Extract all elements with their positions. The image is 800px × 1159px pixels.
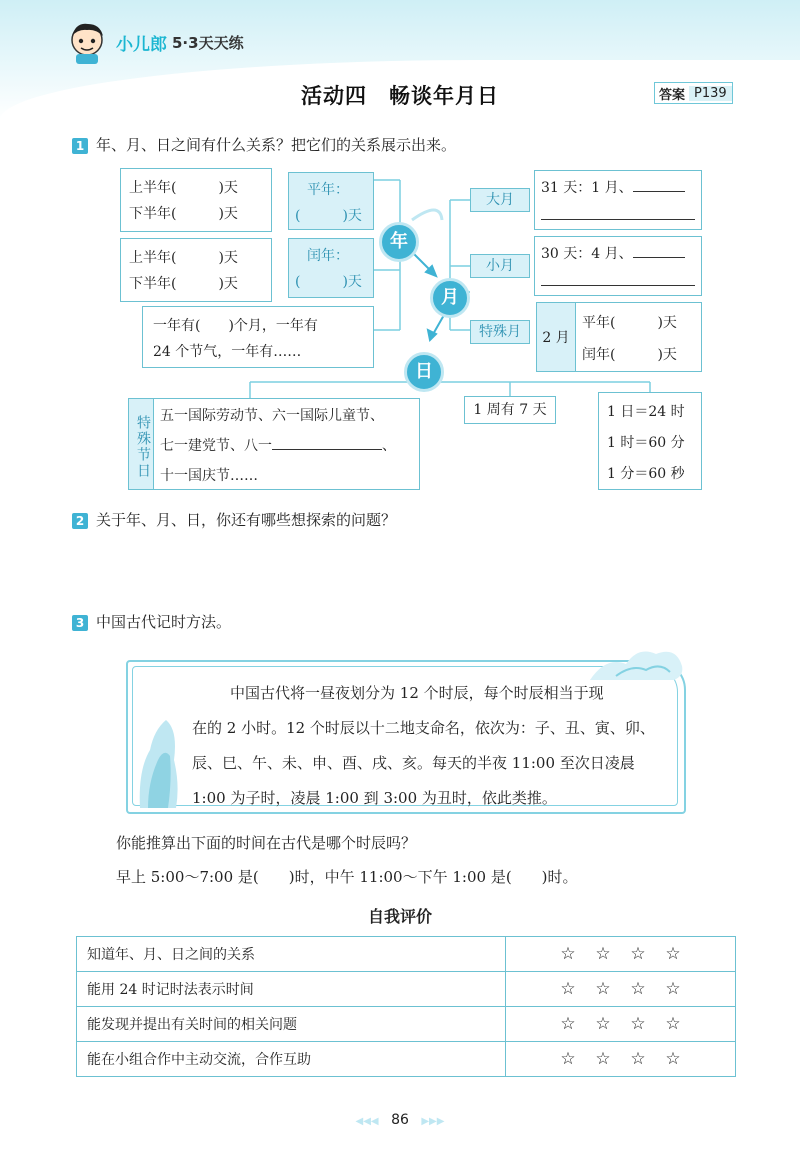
eval-item: 能用 24 时记时法表示时间 (77, 972, 506, 1007)
page-title: 活动四 畅谈年月日 (301, 84, 499, 108)
special-month-box (536, 302, 702, 372)
answer-page: P139 (689, 86, 732, 101)
festival-line-2: 七一建党节、八一 (160, 438, 272, 454)
question-3-text: 中国古代记时方法。 (96, 613, 232, 631)
question-number: 3 (72, 615, 88, 631)
leap-year-box (288, 238, 374, 298)
question-1-text: 年、月、日之间有什么关系？把它们的关系展示出来。 (96, 136, 457, 154)
footer-arrows-right: ▶▶▶ (421, 1116, 445, 1127)
star-rating-icon[interactable]: ☆ (630, 1014, 646, 1034)
star-rating-icon[interactable]: ☆ (595, 1049, 611, 1069)
q3-fill-in[interactable]: 早上 5:00～7:00 是( )时，中午 11:00～下午 1:00 是( )时。 (116, 868, 578, 886)
self-eval-title: 自我评价 (367, 907, 432, 926)
day-circle: 日 (404, 352, 444, 392)
passage-line-4: 1:00 为子时，凌晨 1:00 到 3:00 为丑时，依此类推。 (192, 789, 557, 807)
big-month-label: 大月 (470, 188, 530, 212)
big-month-blank[interactable] (541, 199, 695, 220)
question-number: 2 (72, 513, 88, 529)
q3-question: 你能推算出下面的时间在古代是哪个时辰吗？ (116, 834, 417, 852)
star-rating-icon[interactable]: ☆ (665, 979, 681, 999)
half-year-box-2 (120, 238, 272, 302)
page-number: 86 (391, 1112, 409, 1128)
eval-row (77, 1007, 736, 1042)
first-half-year-1: 上半年( )天 (129, 180, 238, 196)
eval-stars (506, 972, 736, 1007)
common-year-label: 平年： (307, 182, 349, 198)
question-2-text: 关于年、月、日，你还有哪些想探索的问题？ (96, 511, 397, 529)
half-year-box-1 (120, 168, 272, 232)
footer (0, 1112, 800, 1128)
star-rating-icon[interactable]: ☆ (595, 944, 611, 964)
star-rating-icon[interactable]: ☆ (560, 944, 576, 964)
eval-stars (506, 1007, 736, 1042)
year-facts-box (142, 306, 374, 368)
small-month-box (534, 236, 702, 296)
eval-stars (506, 937, 736, 972)
hour-minutes: 1 时＝60 分 (607, 435, 685, 451)
big-month-text: 31 天：1 月、 (541, 180, 633, 196)
february-leap-year: 闰年( )天 (582, 347, 677, 363)
day-hours: 1 日＝24 时 (607, 404, 685, 420)
passage-text (192, 676, 670, 816)
festival-line-1: 五一国际劳动节、六一国际儿童节、 (160, 408, 384, 424)
brand-name: 小儿郎 (116, 35, 167, 55)
february-common-year: 平年( )天 (582, 315, 677, 331)
answer-label: 答案 (655, 84, 689, 103)
brand-subtitle: 5·3天天练 (172, 34, 244, 52)
small-month-label: 小月 (470, 254, 530, 278)
big-month-box (534, 170, 702, 230)
star-rating-icon[interactable]: ☆ (595, 979, 611, 999)
festival-label: 特殊节日 (129, 399, 154, 489)
mascot-icon (66, 20, 108, 64)
star-rating-icon[interactable]: ☆ (560, 979, 576, 999)
february-label: 2 月 (537, 303, 576, 371)
star-rating-icon[interactable]: ☆ (665, 1049, 681, 1069)
year-facts-line-2: 24 个节气，一年有…… (153, 344, 302, 360)
star-rating-icon[interactable]: ☆ (595, 1014, 611, 1034)
small-month-text: 30 天：4 月、 (541, 246, 633, 262)
footer-arrows-left: ◀◀◀ (355, 1116, 379, 1127)
small-month-blank[interactable] (541, 265, 695, 286)
self-eval-table (76, 936, 736, 1077)
ink-mountain-illustration (130, 690, 190, 808)
question-number: 1 (72, 138, 88, 154)
star-rating-icon[interactable]: ☆ (630, 979, 646, 999)
second-half-year-2: 下半年( )天 (129, 276, 238, 292)
eval-item: 知道年、月、日之间的关系 (77, 937, 506, 972)
second-half-year-1: 下半年( )天 (129, 206, 238, 222)
passage-line-3: 辰、巳、午、未、申、酉、戌、亥。每天的半夜 11:00 至次日凌晨 (192, 754, 635, 772)
year-circle: 年 (379, 222, 419, 262)
star-rating-icon[interactable]: ☆ (665, 944, 681, 964)
leap-year-label: 闰年： (307, 248, 349, 264)
star-rating-icon[interactable]: ☆ (630, 944, 646, 964)
passage-line-2: 在的 2 小时。12 个时辰以十二地支命名，依次为：子、丑、寅、卯、 (192, 719, 655, 737)
common-year-box (288, 172, 374, 230)
leap-year-days: ( )天 (295, 274, 362, 290)
festival-line-2-end: 、 (382, 438, 396, 454)
eval-row (77, 937, 736, 972)
star-rating-icon[interactable]: ☆ (630, 1049, 646, 1069)
eval-row (77, 972, 736, 1007)
star-rating-icon[interactable]: ☆ (665, 1014, 681, 1034)
month-circle: 月 (430, 278, 470, 318)
eval-row (77, 1042, 736, 1077)
passage-line-1: 中国古代将一昼夜划分为 12 个时辰，每个时辰相当于现 (230, 684, 604, 702)
first-half-year-2: 上半年( )天 (129, 250, 238, 266)
answer-badge (654, 82, 733, 104)
eval-item: 能在小组合作中主动交流，合作互助 (77, 1042, 506, 1077)
star-rating-icon[interactable]: ☆ (560, 1014, 576, 1034)
eval-item: 能发现并提出有关时间的相关问题 (77, 1007, 506, 1042)
festival-box (128, 398, 420, 490)
time-units-box (598, 392, 702, 490)
year-facts-line-1: 一年有( )个月，一年有 (153, 318, 318, 334)
eval-stars (506, 1042, 736, 1077)
week-box: 1 周有 7 天 (464, 396, 556, 424)
special-month-label: 特殊月 (470, 320, 530, 344)
minute-seconds: 1 分＝60 秒 (607, 466, 685, 482)
festival-line-3: 十一国庆节…… (160, 468, 258, 484)
common-year-days: ( )天 (295, 208, 362, 224)
star-rating-icon[interactable]: ☆ (560, 1049, 576, 1069)
